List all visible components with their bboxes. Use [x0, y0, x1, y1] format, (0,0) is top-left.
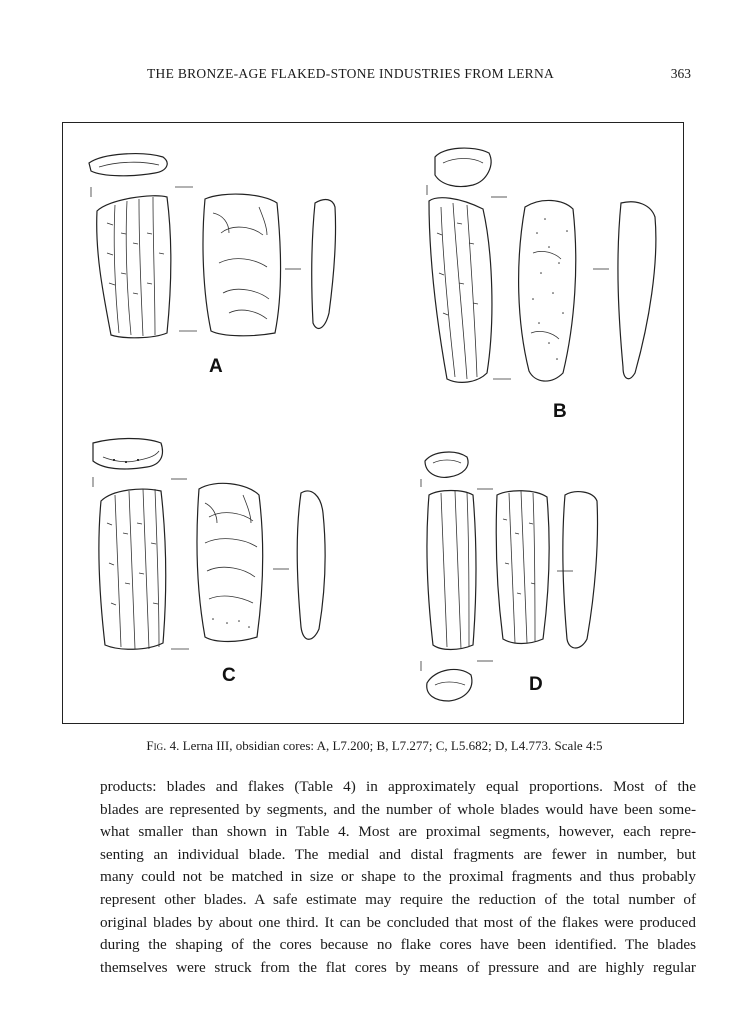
body-line: represent other blades. A safe estimate may require the reduction of the total number of	[100, 890, 696, 908]
figure-label-c: C	[222, 665, 236, 686]
page-number: 363	[670, 66, 691, 81]
figure-label-a: A	[209, 356, 223, 377]
caption-text: Lerna III, obsidian cores: A, L7.200; B, L7.277; C, L5.682; D, L4.773. Scale 4:5	[179, 738, 603, 753]
core-a-drawing	[89, 154, 336, 338]
core-d-drawing	[421, 452, 598, 701]
core-b-drawing	[427, 148, 656, 382]
body-paragraph	[100, 776, 696, 979]
body-line: original blades by about one third. It can be concluded that most of the flakes were produced	[100, 913, 696, 931]
body-line: themselves were struck from the flat cores by means of pressure and are highly regular	[100, 958, 696, 976]
body-line: many could not be matched in size or shape to the proximal fragments and thus probably	[100, 868, 696, 886]
core-c-drawing	[93, 439, 325, 650]
body-line: during the shaping of the cores because no flake cores have been identified. The blades	[100, 936, 696, 954]
body-line: blades are represented by segments, and the number of whole blades would have been some-	[100, 800, 696, 818]
body-line: what smaller than shown in Table 4. Most are proximal segments, however, each repre-	[100, 823, 696, 841]
running-head	[0, 66, 749, 86]
body-line: products: blades and flakes (Table 4) in approximately equal proportions. Most of the	[100, 778, 696, 795]
figure-caption	[0, 738, 749, 754]
figure-label-d: D	[529, 674, 543, 695]
figure-label-b: B	[553, 401, 567, 422]
running-title: THE BRONZE-AGE FLAKED-STONE INDUSTRIES FROM LERNA	[147, 66, 555, 81]
body-line: senting an individual blade. The medial and distal fragments are fewer in number, but	[100, 845, 696, 863]
caption-figure-number: Fig. 4.	[146, 738, 180, 753]
figure-frame	[62, 122, 684, 724]
figure-drawings	[63, 123, 685, 725]
